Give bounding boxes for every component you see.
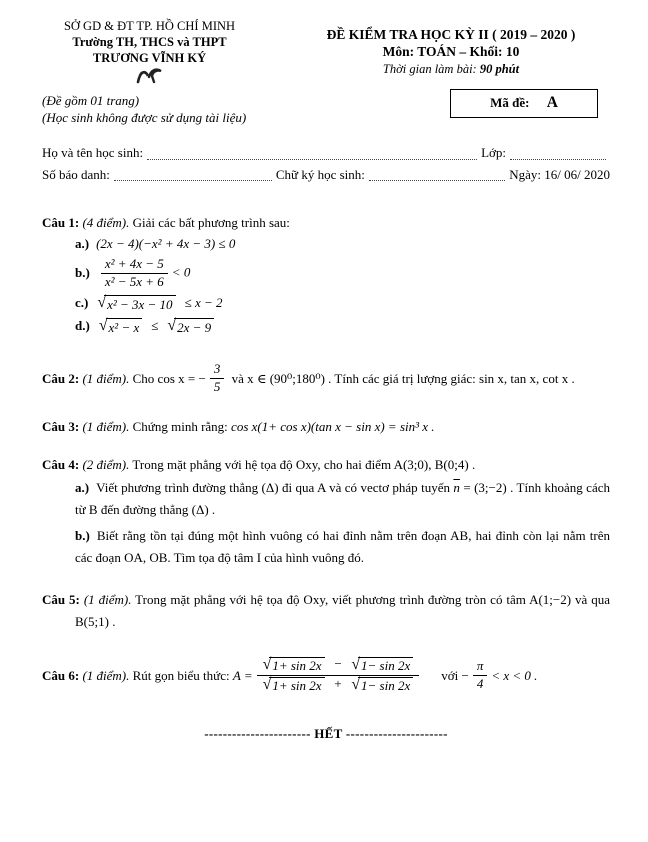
header — [42, 18, 610, 126]
question-1a — [75, 236, 610, 252]
exam-title: ĐỀ KIỂM TRA HỌC KỲ II ( 2019 – 2020 ) — [326, 27, 576, 42]
question-1 — [42, 215, 610, 336]
question-3-lead: Chứng minh rằng: — [132, 419, 228, 435]
cos-fraction-denominator: 5 — [213, 379, 221, 395]
exam-duration — [292, 61, 610, 78]
question-6-lead: Rút gọn biểu thức: — [132, 667, 230, 683]
student-id-label: Số báo danh: — [42, 166, 110, 182]
q6-num-left-radicand: 1+ sin 2x — [269, 657, 324, 674]
question-2-points: (1 điểm). — [82, 370, 130, 386]
item-b-rhs: < 0 — [171, 264, 191, 280]
question-4b-text: Biết rằng tồn tại đúng một hình vuông có hai đỉnh nằm trên đoạn AB, hai đỉnh còn lại nằm trên các đoạn OA, OB. Tìm tọa độ tâm I của hình vuông đó. — [75, 528, 610, 566]
header-school-block — [42, 18, 257, 126]
question-2 — [42, 362, 610, 395]
item-b-label: b.) — [75, 264, 90, 280]
date-value: 16/ 06/ 2020 — [544, 166, 610, 182]
question-4 — [42, 457, 610, 569]
materials-note: (Học sinh không được sử dụng tài liệu) — [42, 109, 247, 125]
item-d-relation: ≤ — [151, 318, 159, 334]
exam-code-value: A — [546, 94, 558, 112]
question-4b — [75, 525, 610, 569]
question-4a — [75, 477, 610, 521]
date-label: Ngày: — [509, 166, 542, 182]
duration-label: Thời gian làm bài: — [382, 61, 477, 76]
question-6-condition-post: < x < 0 . — [491, 667, 538, 683]
question-4a-text-pre: Viết phương trình đường thẳng (Δ) đi qua A và có vectơ pháp tuyến — [96, 480, 454, 496]
question-6-condition-pre: với − — [441, 667, 469, 683]
question-6-label: Câu 6: — [42, 667, 80, 683]
question-4a-text-post: = (3;−2) . Tính khoảng cách từ B đến đường thẳng (Δ) . — [75, 480, 610, 518]
item-d-left-radicand: x² − x — [106, 318, 143, 336]
item-c-rhs: ≤ x − 2 — [184, 295, 223, 311]
item-a-expression: (2x − 4)(−x² + 4x − 3) ≤ 0 — [96, 236, 236, 252]
normal-vector-symbol: $\overline{n}$ — [453, 480, 460, 496]
school-logo-icon — [42, 67, 257, 89]
pages-note: (Đề gồm 01 trang) — [42, 92, 140, 108]
class-label: Lớp: — [481, 145, 506, 161]
item-a-label: a.) — [75, 480, 90, 496]
item-c-label: c.) — [75, 295, 89, 311]
item-b-denominator: x² − 5x + 6 — [104, 274, 164, 290]
q6-den-right-radicand: 1− sin 2x — [358, 677, 413, 694]
school-type-line: Trường TH, THCS và THPT — [72, 35, 227, 49]
question-5-points: (1 điểm). — [83, 592, 132, 608]
question-1c — [75, 295, 610, 313]
pi-fraction-numerator: π — [473, 659, 488, 676]
question-5 — [42, 589, 610, 633]
student-name-row — [42, 142, 610, 164]
q6-num-right-radicand: 1− sin 2x — [358, 657, 413, 674]
department-name: SỞ GD & ĐT TP. HỒ CHÍ MINH — [63, 19, 236, 33]
item-b-numerator: x² + 4x − 5 — [101, 257, 168, 274]
question-1b — [75, 257, 610, 290]
item-a-label: a.) — [75, 236, 90, 252]
question-5-label: Câu 5: — [42, 592, 80, 608]
radical-sign: √ — [167, 317, 177, 335]
radical-sign: √ — [262, 656, 272, 674]
q6-num-operator: − — [333, 656, 343, 672]
duration-value: 90 phút — [479, 61, 520, 76]
exam-code-box — [450, 89, 598, 118]
question-2-label: Câu 2: — [42, 370, 80, 386]
pi-fraction-denominator: 4 — [476, 676, 484, 692]
question-3-points: (1 điểm). — [82, 419, 130, 435]
question-4-points: (2 điểm). — [82, 457, 130, 473]
item-d-label: d.) — [75, 318, 90, 334]
question-1-label: Câu 1: — [42, 215, 80, 231]
question-2-tail: và x ∈ (90⁰;180⁰) . Tính các giá trị lượng giác: sin x, tan x, cot x . — [231, 370, 575, 386]
question-3-label: Câu 3: — [42, 419, 80, 435]
radical-sign: √ — [98, 317, 108, 335]
radical-sign: √ — [262, 676, 272, 694]
signature-blank — [369, 180, 505, 181]
question-3-identity: cos x(1+ cos x)(tan x − sin x) = sin³ x . — [231, 419, 435, 435]
cos-fraction-numerator: 3 — [210, 362, 225, 379]
student-id-row — [42, 164, 610, 186]
student-id-blank — [114, 180, 272, 181]
radical-sign: √ — [351, 676, 361, 694]
student-name-label: Họ và tên học sinh: — [42, 145, 144, 161]
question-3 — [42, 419, 610, 435]
header-exam-block — [292, 27, 610, 126]
exam-subject: Môn: TOÁN – Khối: 10 — [382, 44, 520, 59]
question-5-text: Trong mặt phẳng với hệ tọa độ Oxy, viết phương trình đường tròn có tâm A(1;−2) và qua B(5;1) . — [75, 592, 610, 630]
question-2-lead: Cho cos x = − — [132, 370, 206, 386]
student-name-blank — [147, 159, 477, 160]
question-4-intro: Trong mặt phẳng với hệ tọa độ Oxy, cho hai điểm A(3;0), B(0;4) . — [132, 457, 476, 473]
question-1-points: (4 điểm). — [82, 215, 130, 231]
question-6-fraction — [257, 657, 420, 694]
q6-den-operator: + — [333, 676, 343, 692]
expression-variable: A = — [232, 667, 253, 683]
item-b-label: b.) — [75, 528, 90, 544]
question-4-label: Câu 4: — [42, 457, 80, 473]
student-info — [42, 142, 610, 185]
end-of-exam-marker: ----------------------- HẾT ---------------------- — [204, 726, 448, 742]
school-name: TRƯƠNG VĨNH KÝ — [92, 51, 207, 65]
signature-label: Chữ ký học sinh: — [275, 166, 365, 182]
question-6 — [42, 657, 610, 694]
exam-code-label: Mã đề: — [490, 95, 530, 111]
q6-den-left-radicand: 1+ sin 2x — [269, 677, 324, 694]
item-d-right-radicand: 2x − 9 — [174, 318, 214, 336]
question-1-text: Giải các bất phương trình sau: — [132, 215, 290, 231]
question-6-points: (1 điểm). — [82, 667, 130, 683]
item-c-radicand: x² − 3x − 10 — [104, 295, 175, 313]
class-blank — [510, 159, 606, 160]
radical-sign: √ — [351, 656, 361, 674]
question-1d — [75, 318, 610, 336]
radical-sign: √ — [97, 294, 107, 312]
